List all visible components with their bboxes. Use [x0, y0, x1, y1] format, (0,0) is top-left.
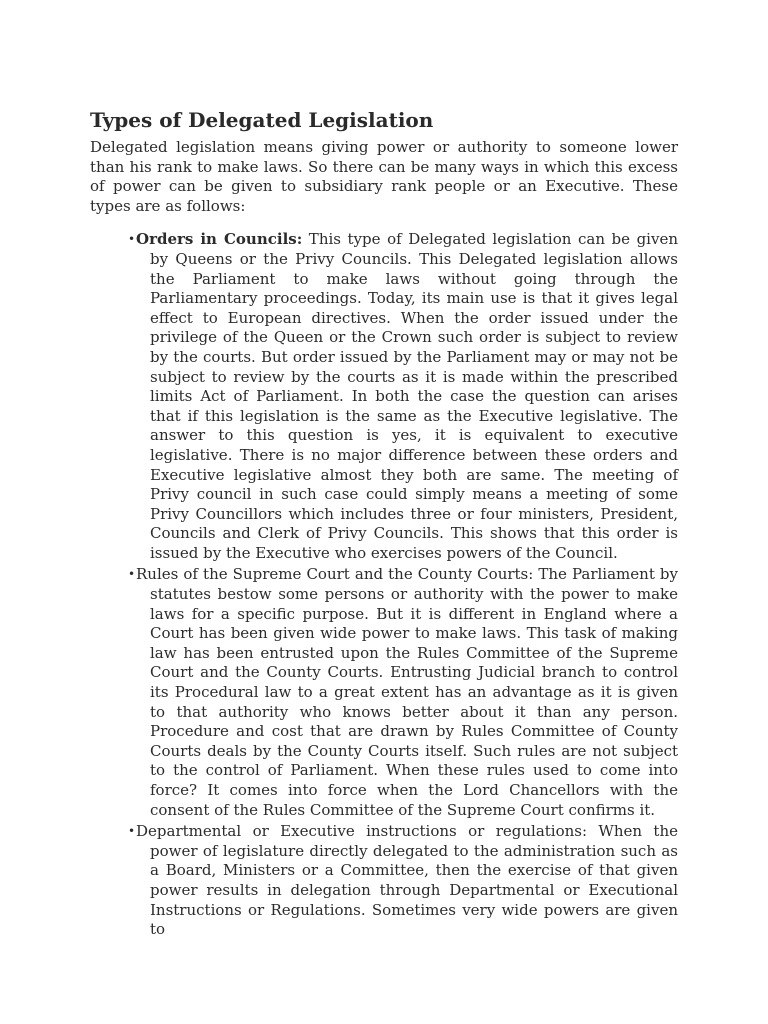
- item-text: Departmental or Executive instructions or regulations: When the power of legislature directly delegated to the administration such as a Board, Ministers or a Committee, then the exercise of that given power results in delegation through Departmental or Executional Instructions or Regulations. Sometimes very wide powers are given to: [136, 822, 678, 939]
- bullet-icon: •: [128, 232, 136, 247]
- bullet-icon: •: [128, 824, 136, 839]
- page-title: Types of Delegated Legislation: [90, 108, 434, 132]
- list-item: [128, 822, 678, 940]
- item-lead: Orders in Councils:: [136, 230, 303, 249]
- bullet-icon: •: [128, 567, 136, 582]
- document-page: [90, 108, 678, 942]
- list-item: [128, 230, 678, 563]
- types-list: [90, 230, 678, 939]
- item-text: Rules of the Supreme Court and the County Courts: The Parliament by statutes bestow some persons or authority with the power to make laws for a specific purpose. But it is different in England where a Court has been given wide power to make laws. This task of making law has been entrusted upon the Rules Committee of the Supreme Court and the County Courts. Entrusting Judicial branch to control its Procedural law to a great extent has an advantage as it is given to that authority who knows better about it than any person. Procedure and cost that are drawn by Rules Committee of County Courts deals by the County Courts itself. Such rules are not subject to the control of Parliament. When these rules used to come into force? It comes into force when the Lord Chancellors with the consent of the Rules Committee of the Supreme Court confirms it.: [136, 565, 678, 819]
- intro-paragraph: Delegated legislation means giving power or authority to someone lower than his rank to make laws. So there can be many ways in which this excess of power can be given to subsidiary rank people or an Executive. These types are as follows:: [90, 138, 678, 215]
- list-item: [128, 565, 678, 820]
- item-text: This type of Delegated legislation can be given by Queens or the Privy Councils. This Delegated legislation allows the Parliament to make laws without going through the Parliamentary proceedings. Today, its main use is that it gives legal effect to European directives. When the order issued under the privilege of the Queen or the Crown such order is subject to review by the courts. But order issued by the Parliament may or may not be subject to review by the courts as it is made within the prescribed limits Act of Parliament. In both the case the question can arises that if this legislation is the same as the Executive legislative. The answer to this question is yes, it is equivalent to executive legislative. There is no major difference between these orders and Executive legislative almost they both are same. The meeting of Privy council in such case could simply means a meeting of some Privy Councillors which includes three or four ministers, President, Councils and Clerk of Privy Councils. This shows that this order is issued by the Executive who exercises powers of the Council.: [150, 230, 678, 562]
